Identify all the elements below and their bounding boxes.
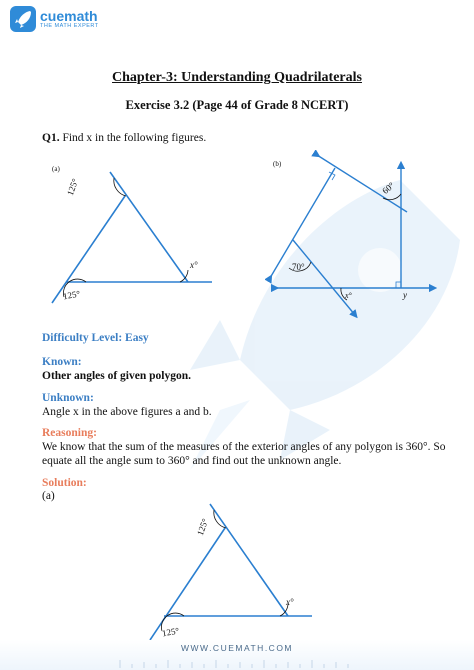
logo-name: cuemath — [40, 8, 98, 24]
footer-ruler-decoration — [0, 654, 474, 670]
solution-part-label: (a) — [42, 490, 55, 502]
solution-angle-top: 125° — [194, 517, 211, 537]
cuemath-logo[interactable] — [10, 6, 99, 32]
chapter-title: Chapter-3: Understanding Quadrilaterals — [112, 70, 362, 85]
unknown-text: Angle x in the above figures a and b. — [42, 406, 212, 418]
reasoning-text: We know that the sum of the measures of the exterior angles of any polygon is 360°. So equate all the angle sum to 360° and find out the unknown angle. — [42, 441, 446, 467]
known-text: Other angles of given polygon. — [42, 370, 191, 382]
known-heading: Known: — [42, 356, 82, 368]
footer-url[interactable]: WWW.CUEMATH.COM — [180, 643, 294, 653]
figure-a-angle-bottom: 125° — [62, 288, 81, 302]
exercise-title: Exercise 3.2 (Page 44 of Grade 8 NCERT) — [125, 98, 349, 112]
figure-a-triangle — [40, 160, 220, 310]
unknown-heading: Unknown: — [42, 392, 94, 404]
figure-a-label: (a) — [52, 165, 60, 173]
solution-heading: Solution: — [42, 477, 87, 489]
figure-a-angle-top: 125° — [64, 177, 81, 197]
figure-b-angle-70: 70° — [292, 262, 305, 272]
reasoning-heading: Reasoning: — [42, 427, 97, 439]
figure-b-label: (b) — [273, 160, 282, 168]
question-1 — [42, 132, 206, 144]
logo-tagline: THE MATH EXPERT — [40, 23, 99, 29]
figure-b-angle-60: 60° — [380, 180, 397, 196]
solution-angle-x: x° — [286, 597, 294, 607]
difficulty-level: Difficulty Level: Easy — [42, 332, 149, 344]
rocket-logo-icon — [10, 6, 36, 32]
figure-a-angle-x: x° — [190, 260, 198, 270]
question-number: Q1. — [42, 132, 60, 144]
figure-b-quadrilateral — [265, 150, 440, 320]
question-text: Find x in the following figures. — [62, 132, 207, 144]
solution-angle-bottom: 125° — [161, 625, 180, 639]
figure-b-y-label: y — [403, 290, 407, 300]
solution-figure-triangle — [140, 500, 320, 645]
figure-b-angle-x: x° — [345, 291, 352, 300]
